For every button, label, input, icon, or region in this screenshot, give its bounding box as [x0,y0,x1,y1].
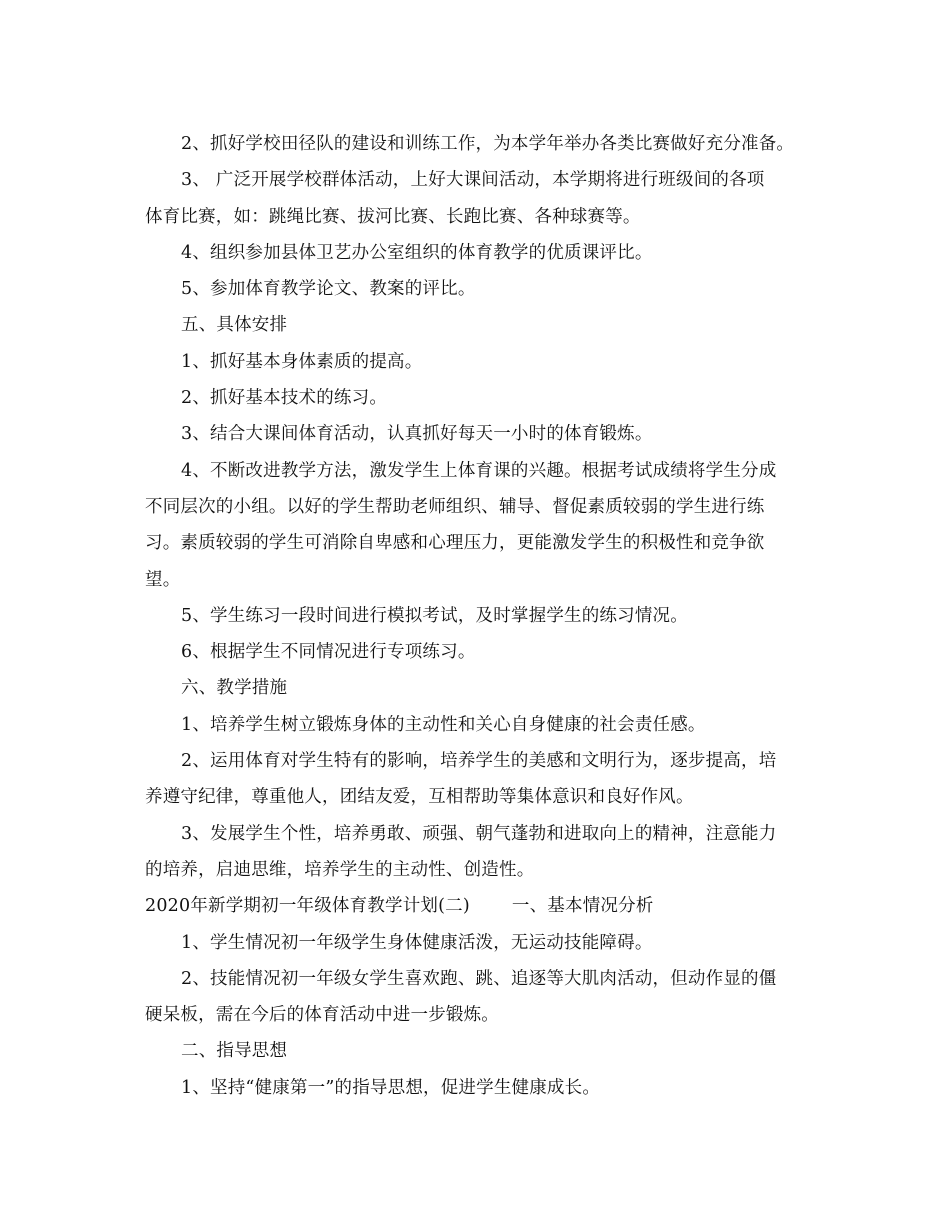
text-line: 3、发展学生个性，培养勇敢、顽强、朝气蓬勃和进取向上的精神，注意能力 [181,823,777,844]
text-line: 2、运用体育对学生特有的影响，培养学生的美感和文明行为，逐步提高，培 [181,751,777,772]
text-line: 3、 广泛开展学校群体活动，上好大课间活动，本学期将进行班级间的各项 [181,170,765,191]
document-body [145,126,820,1106]
text-line: 2、抓好学校田径队的建设和训练工作，为本学年举办各类比赛做好充分准备。 [181,134,795,154]
text-line: 2、抓好基本技术的练习。 [181,388,388,409]
text-line: 养遵守纪律，尊重他人，团结友爱，互相帮助等集体意识和良好作风。 [145,787,694,808]
text-line: 5、参加体育教学论文、教案的评比。 [181,279,476,300]
text-line: 4、组织参加县体卫艺办公室组织的体育教学的优质课评比。 [181,242,653,263]
text-line: 2、技能情况初一年级女学生喜欢跑、跳、追逐等大肌肉活动，但动作显的僵 [181,968,777,989]
section-heading: 二、指导思想 [181,1041,288,1062]
text-line: 3、结合大课间体育活动，认真抓好每天一小时的体育锻炼。 [181,424,653,445]
title-gap [470,888,512,924]
text-line: 习。素质较弱的学生可消除自卑感和心理压力，更能激发学生的积极性和竞争欲 [145,533,765,554]
text-line: 1、坚持“健康第一”的指导思想，促进学生健康成长。 [181,1077,601,1098]
document-section-title: 2020年新学期初一年级体育教学计划(二) [145,896,470,917]
section-heading: 六、教学措施 [181,678,288,699]
text-line: 的培养，启迪思维，培养学生的主动性、创造性。 [145,859,535,880]
text-line: 1、培养学生树立锻炼身体的主动性和关心自身健康的社会责任感。 [181,714,706,735]
text-line: 6、根据学生不同情况进行专项练习。 [181,642,476,663]
text-line: 体育比赛，如：跳绳比赛、拔河比赛、长跑比赛、各种球赛等。 [145,206,641,227]
document-section-title-line [145,888,820,924]
document-section-subtitle: 一、基本情况分析 [511,896,654,917]
text-line: 不同层次的小组。以好的学生帮助老师组织、辅导、督促素质较弱的学生进行练 [145,496,765,517]
text-line: 4、不断改进教学方法，激发学生上体育课的兴趣。根据考试成绩将学生分成 [181,460,777,481]
text-line: 硬呆板，需在今后的体育活动中进一步锻炼。 [145,1005,499,1026]
text-line: 5、学生练习一段时间进行模拟考试，及时掌握学生的练习情况。 [181,605,688,626]
text-line: 望。 [145,569,181,590]
text-line: 1、抓好基本身体素质的提高。 [181,351,423,372]
section-heading: 五、具体安排 [181,315,288,336]
text-line: 1、学生情况初一年级学生身体健康活泼，无运动技能障碍。 [181,932,653,953]
